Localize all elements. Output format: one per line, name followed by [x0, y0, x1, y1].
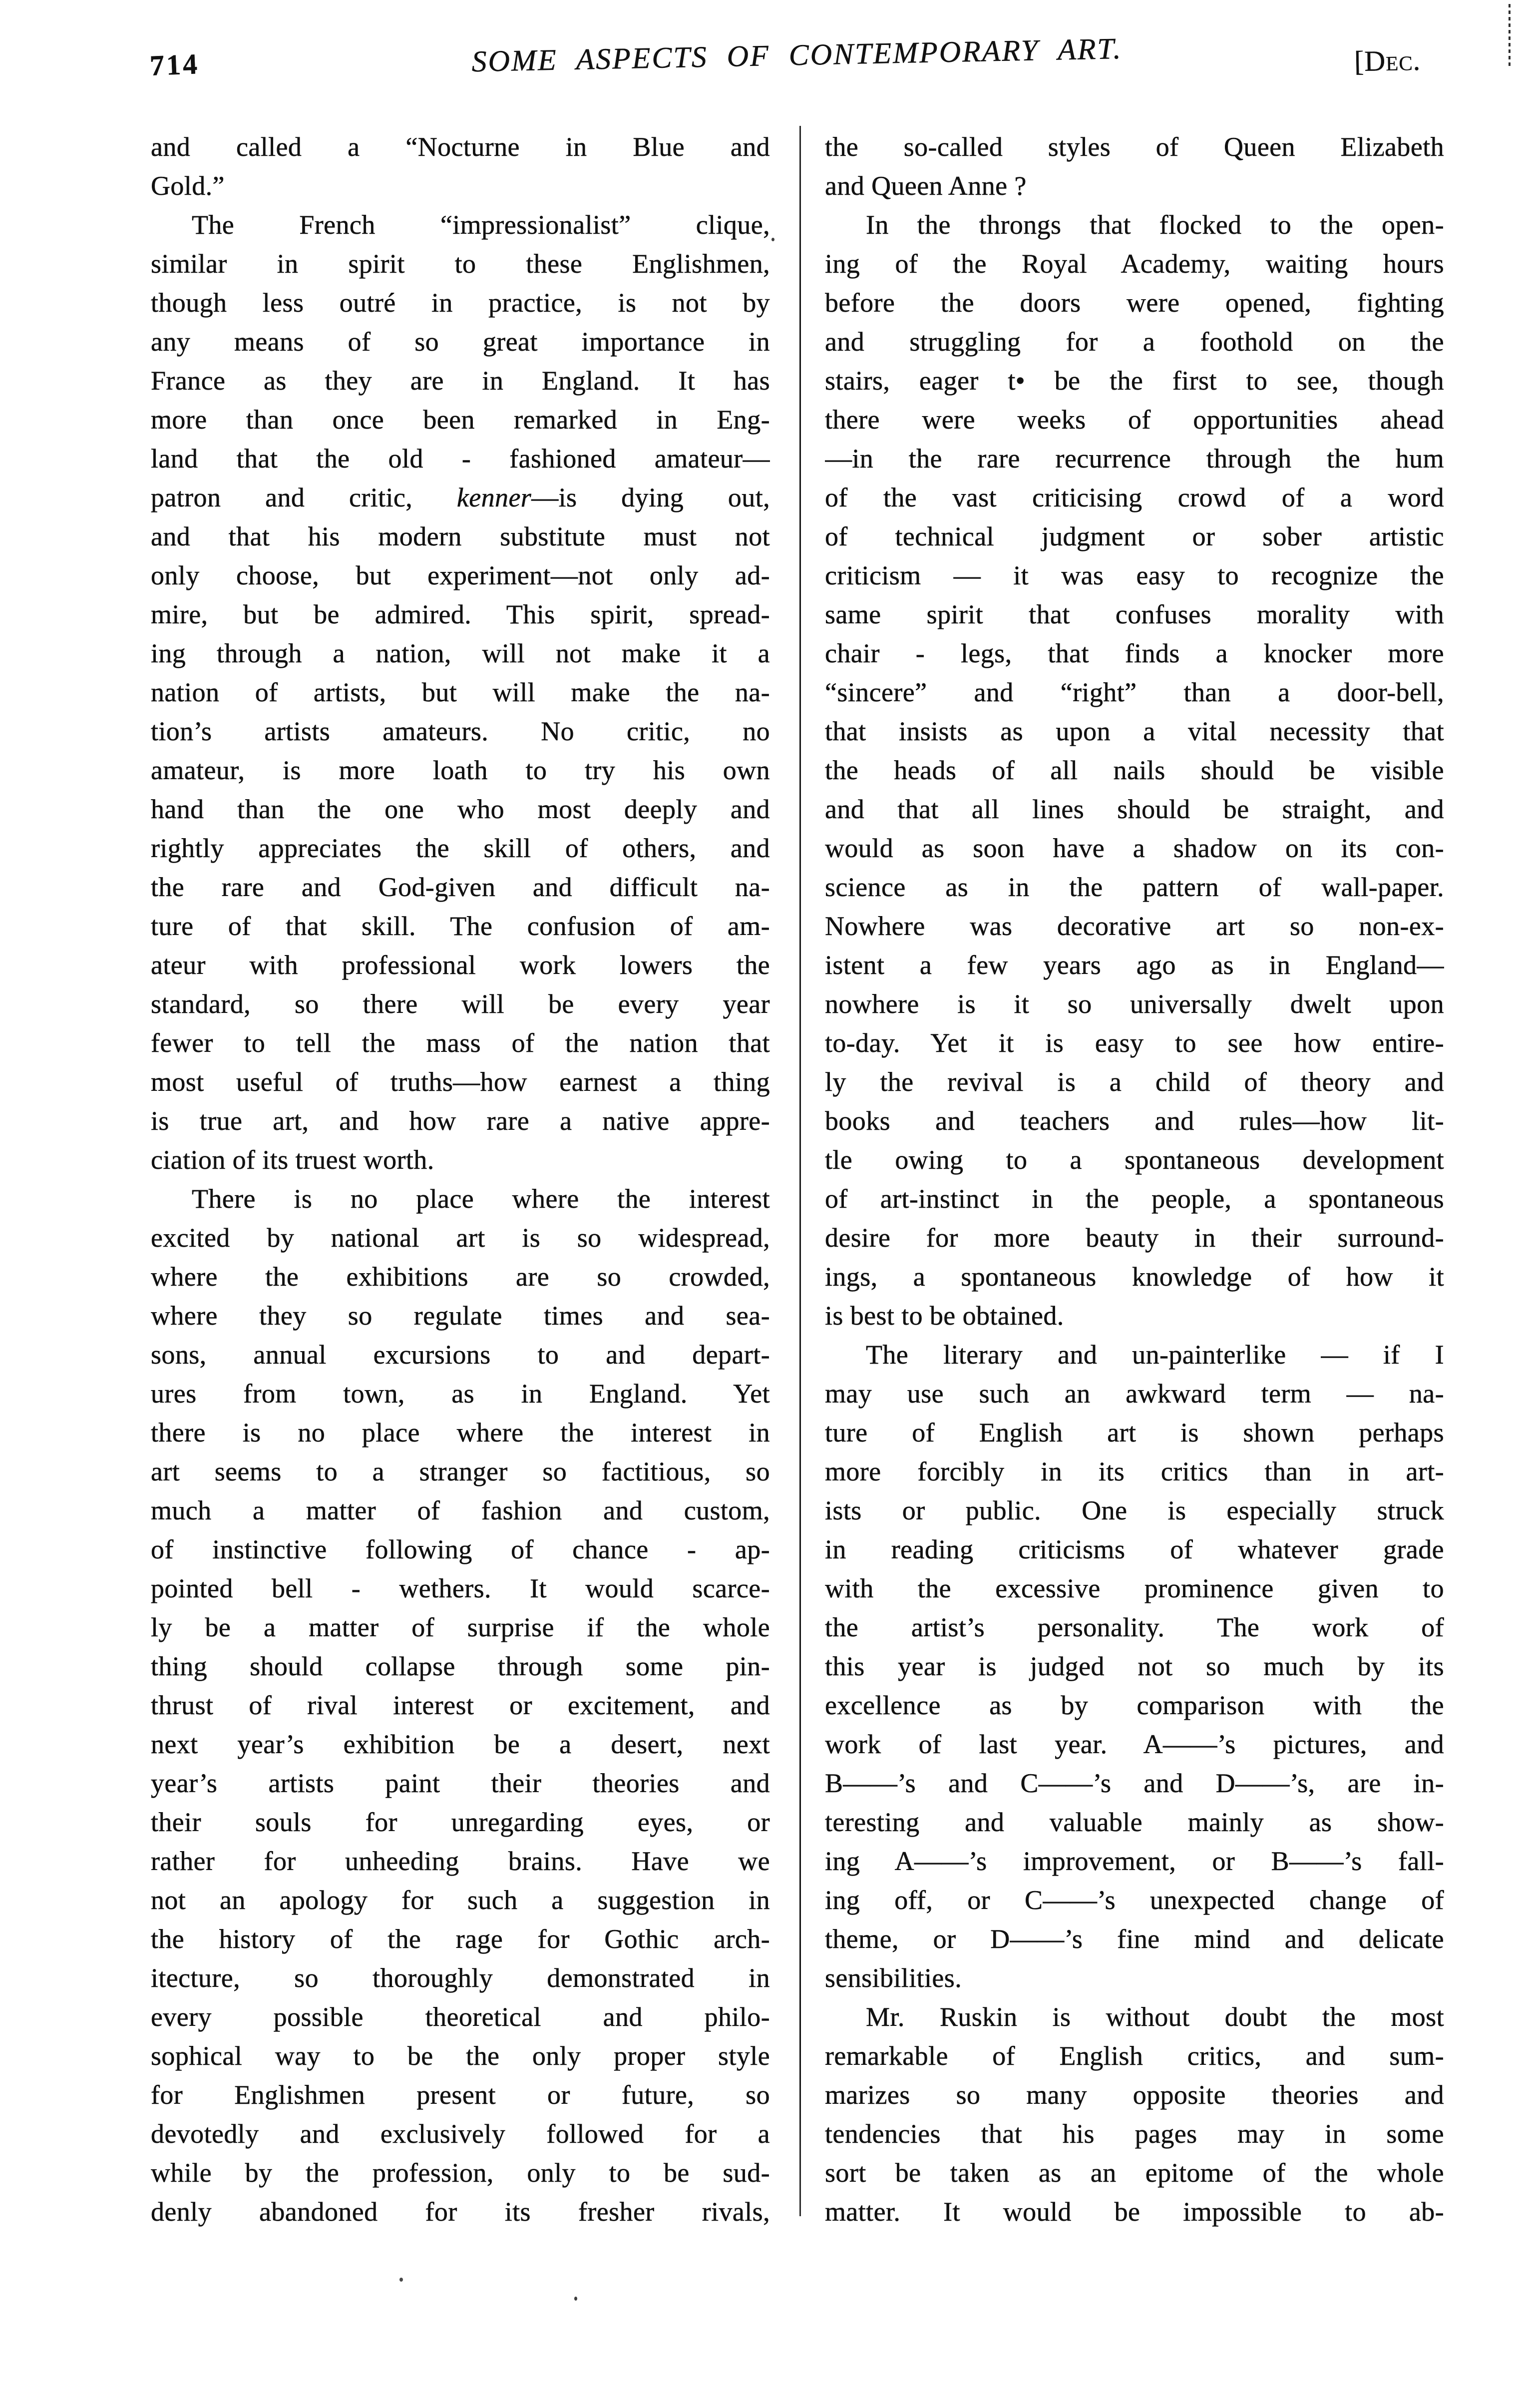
ink-speck — [574, 2297, 577, 2301]
text-line: year’s artists paint their theories and — [151, 1768, 770, 1798]
page-title: SOME ASPECTS OF CONTEMPORARY ART. — [471, 31, 1123, 78]
ink-speck — [771, 238, 774, 241]
text-line: books and teachers and rules—how lit- — [825, 1106, 1444, 1136]
text-line: ing through a nation, will not make it a — [151, 638, 770, 668]
text-line: tle owing to a spontaneous development — [825, 1145, 1444, 1175]
text-line: most useful of truths—how earnest a thing — [151, 1067, 770, 1097]
text-line: excited by national art is so widespread, — [151, 1223, 770, 1253]
column-left — [151, 127, 770, 2231]
text-line: denly abandoned for its fresher rivals, — [151, 2197, 770, 2227]
text-line: is best to be obtained. — [825, 1301, 1064, 1331]
text-line: in reading criticisms of whatever grade — [825, 1534, 1444, 1564]
text-line: —in the rare recurrence through the hum — [825, 444, 1444, 474]
text-line: tendencies that his pages may in some — [825, 2119, 1444, 2149]
text-line: science as in the pattern of wall-paper. — [825, 872, 1444, 902]
text-line: ly be a matter of surprise if the whole — [151, 1612, 770, 1642]
text-line: sort be taken as an epitome of the whole — [825, 2158, 1444, 2188]
text-line: where the exhibitions are so crowded, — [151, 1262, 770, 1292]
paragraph — [151, 1179, 770, 2231]
text-line: The French “impressionalist” clique, — [192, 210, 770, 240]
text-line: similar in spirit to these Englishmen, — [151, 249, 770, 279]
text-line: same spirit that confuses morality with — [825, 599, 1444, 629]
text-line: sophical way to be the only proper style — [151, 2041, 770, 2071]
text-line: ing A——’s improvement, or B——’s fall- — [825, 1846, 1444, 1876]
text-line: Gold.” — [151, 171, 225, 201]
text-line: B——’s and C——’s and D——’s, are in- — [825, 1768, 1444, 1798]
text-line: the rare and God-given and difficult na- — [151, 872, 770, 902]
text-line: that insists as upon a vital necessity that — [825, 716, 1444, 746]
text-line: ciation of its truest worth. — [151, 1145, 434, 1175]
text-line: of art-instinct in the people, a spontaneous — [825, 1184, 1444, 1214]
text-line: to-day. Yet it is easy to see how entire- — [825, 1028, 1444, 1058]
text-line: amateur, is more loath to try his own — [151, 755, 770, 785]
text-line: ists or public. One is especially struck — [825, 1495, 1444, 1525]
text-line: ture of that skill. The confusion of am- — [151, 911, 770, 941]
paragraph — [825, 205, 1444, 1335]
text-line: though less outré in practice, is not by — [151, 288, 770, 318]
text-line: desire for more beauty in their surround- — [825, 1223, 1444, 1253]
text-line: every possible theoretical and philo- — [151, 2002, 770, 2032]
text-line: and that his modern substitute must not — [151, 521, 770, 551]
column-right — [825, 127, 1444, 2231]
text-line: work of last year. A——’s pictures, and — [825, 1729, 1444, 1759]
text-line: thrust of rival interest or excitement, and — [151, 1690, 770, 1720]
text-line: theme, or D——’s fine mind and delicate — [825, 1924, 1444, 1954]
text-line: there is no place where the interest in — [151, 1418, 770, 1447]
text-line: the artist’s personality. The work of — [825, 1612, 1444, 1642]
text-line: sensibilities. — [825, 1963, 962, 1993]
paragraph — [151, 127, 770, 205]
text-line: and that all lines should be straight, and — [825, 794, 1444, 824]
scan-artifact-dashes — [1509, 4, 1511, 66]
text-line: not an apology for such a suggestion in — [151, 1885, 770, 1915]
text-line: ures from town, as in England. Yet — [151, 1379, 770, 1409]
text-line: chair - legs, that finds a knocker more — [825, 638, 1444, 668]
text-line: ings, a spontaneous knowledge of how it — [825, 1262, 1444, 1292]
text-line: much a matter of fashion and custom, — [151, 1495, 770, 1525]
text-line: hand than the one who most deeply and — [151, 794, 770, 824]
text-line: with the excessive prominence given to — [825, 1573, 1444, 1603]
text-line: tion’s artists amateurs. No critic, no — [151, 716, 770, 746]
text-line: the so-called styles of Queen Elizabeth — [825, 132, 1444, 162]
text-line: their souls for unregarding eyes, or — [151, 1807, 770, 1837]
text-line: thing should collapse through some pin- — [151, 1651, 770, 1681]
text-line: next year’s exhibition be a desert, next — [151, 1729, 770, 1759]
text-line: matter. It would be impossible to ab- — [825, 2197, 1444, 2227]
paragraph — [825, 1335, 1444, 1997]
text-line: devotedly and exclusively followed for a — [151, 2119, 770, 2149]
text-line: ture of English art is shown perhaps — [825, 1418, 1444, 1447]
text-line: the history of the rage for Gothic arch- — [151, 1924, 770, 1954]
text-line: sons, annual excursions to and depart- — [151, 1340, 770, 1370]
text-line: excellence as by comparison with the — [825, 1690, 1444, 1720]
text-line: land that the old - fashioned amateur— — [151, 444, 770, 474]
text-line: and struggling for a foothold on the — [825, 327, 1444, 357]
text-line: of instinctive following of chance - ap- — [151, 1534, 770, 1564]
paragraph — [151, 205, 770, 1179]
text-line: nation of artists, but will make the na- — [151, 677, 770, 707]
text-line: remarkable of English critics, and sum- — [825, 2041, 1444, 2071]
text-line: stairs, eager t• be the first to see, though — [825, 366, 1444, 396]
text-line: art seems to a stranger so factitious, so — [151, 1456, 770, 1486]
text-line: Nowhere was decorative art so non-ex- — [825, 911, 1444, 941]
text-line: istent a few years ago as in England— — [825, 950, 1444, 980]
text-line: There is no place where the interest — [192, 1184, 770, 1214]
text-line: of the vast criticising crowd of a word — [825, 482, 1444, 512]
column-divider — [799, 126, 801, 2216]
text-line: criticism — it was easy to recognize the — [825, 560, 1444, 590]
text-line: mire, but be admired. This spirit, spread- — [151, 599, 770, 629]
text-line: Mr. Ruskin is without doubt the most — [866, 2002, 1444, 2032]
paragraph — [825, 127, 1444, 205]
text-line: any means of so great importance in — [151, 327, 770, 357]
text-line: In the throngs that flocked to the open- — [866, 210, 1444, 240]
text-line: only choose, but experiment—not only ad- — [151, 560, 770, 590]
text-line: may use such an awkward term — na- — [825, 1379, 1444, 1409]
text-line: ing of the Royal Academy, waiting hours — [825, 249, 1444, 279]
text-line: teresting and valuable mainly as show- — [825, 1807, 1444, 1837]
text-line: rather for unheeding brains. Have we — [151, 1846, 770, 1876]
text-line: pointed bell - wethers. It would scarce- — [151, 1573, 770, 1603]
text-line: this year is judged not so much by its — [825, 1651, 1444, 1681]
page-number: 714 — [149, 47, 200, 82]
text-line: The literary and un-painterlike — if I — [866, 1340, 1444, 1370]
text-line: where they so regulate times and sea- — [151, 1301, 770, 1331]
paragraph — [825, 1997, 1444, 2231]
text-line: more than once been remarked in Eng- — [151, 405, 770, 435]
text-line: there were weeks of opportunities ahead — [825, 405, 1444, 435]
text-line: and called a “Nocturne in Blue and — [151, 132, 770, 162]
text-line: nowhere is it so universally dwelt upon — [825, 989, 1444, 1019]
text-line: ateur with professional work lowers the — [151, 950, 770, 980]
text-line: more forcibly in its critics than in art- — [825, 1456, 1444, 1486]
text-line: ing off, or C——’s unexpected change of — [825, 1885, 1444, 1915]
text-line: the heads of all nails should be visible — [825, 755, 1444, 785]
text-line: of technical judgment or sober artistic — [825, 521, 1444, 551]
text-line: itecture, so thoroughly demonstrated in — [151, 1963, 770, 1993]
text-line: France as they are in England. It has — [151, 366, 770, 396]
text-line: is true art, and how rare a native appre- — [151, 1106, 770, 1136]
text-line: rightly appreciates the skill of others, and — [151, 833, 770, 863]
text-line: while by the profession, only to be sud- — [151, 2158, 770, 2188]
text-line: before the doors were opened, fighting — [825, 288, 1444, 318]
text-line: patron and critic, kenner—is dying out, — [151, 482, 770, 512]
text-line: fewer to tell the mass of the nation that — [151, 1028, 770, 1058]
text-line: would as soon have a shadow on its con- — [825, 833, 1444, 863]
ink-speck — [399, 2278, 403, 2282]
text-line: “sincere” and “right” than a door-bell, — [825, 677, 1444, 707]
text-line: ly the revival is a child of theory and — [825, 1067, 1444, 1097]
text-line: marizes so many opposite theories and — [825, 2080, 1444, 2110]
text-line: standard, so there will be every year — [151, 989, 770, 1019]
text-line: for Englishmen present or future, so — [151, 2080, 770, 2110]
text-line: and Queen Anne ? — [825, 171, 1027, 201]
issue-label: [Dec. — [1354, 43, 1421, 78]
